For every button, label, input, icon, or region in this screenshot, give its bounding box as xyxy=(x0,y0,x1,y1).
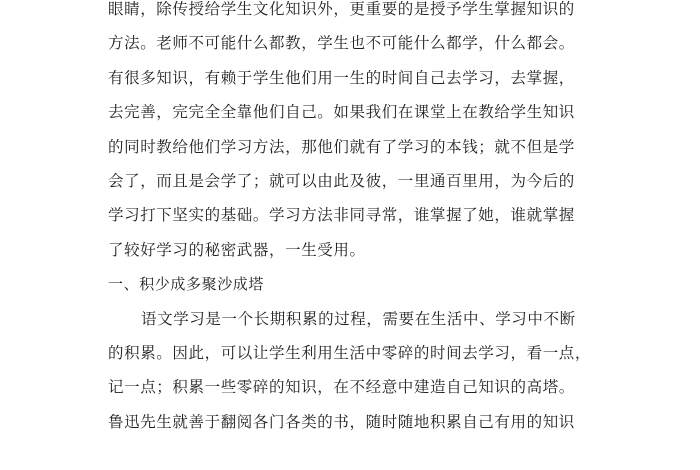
paragraph-line: 的积累。因此，可以让学生利用生活中零碎的时间去学习，看一点， xyxy=(108,343,592,362)
paragraph-line: 了较好学习的秘密武器，一生受用。 xyxy=(108,240,366,259)
paragraph-line: 眼睛，除传授给学生文化知识外，更重要的是授予学生掌握知识的 xyxy=(108,0,575,18)
paragraph-line: 语文学习是一个长期积累的过程，需要在生活中、学习中不断 xyxy=(141,309,576,328)
paragraph-line: 鲁迅先生就善于翻阅各门各类的书，随时随地积累自己有用的知识 xyxy=(108,412,575,431)
paragraph-line: 的同时教给他们学习方法，那他们就有了学习的本钱；就不但是学 xyxy=(108,137,575,156)
paragraph-line: 记一点；积累一些零碎的知识，在不经意中建造自己知识的高塔。 xyxy=(108,378,575,397)
paragraph-line: 方法。老师不可能什么都教，学生也不可能什么都学，什么都会。 xyxy=(108,34,575,53)
paragraph-line: 去完善，完完全全靠他们自己。如果我们在课堂上在教给学生知识 xyxy=(108,103,575,122)
document-body xyxy=(108,0,592,439)
paragraph-line: 会了，而且是会学了；就可以由此及彼，一里通百里用，为今后的 xyxy=(108,171,575,190)
section-heading: 一、积少成多聚沙成塔 xyxy=(108,275,265,294)
paragraph-line: 学习打下坚实的基础。学习方法非同寻常，谁掌握了她，谁就掌握 xyxy=(108,206,575,225)
paragraph-line: 有很多知识，有赖于学生他们用一生的时间自己去学习，去掌握， xyxy=(108,68,575,87)
